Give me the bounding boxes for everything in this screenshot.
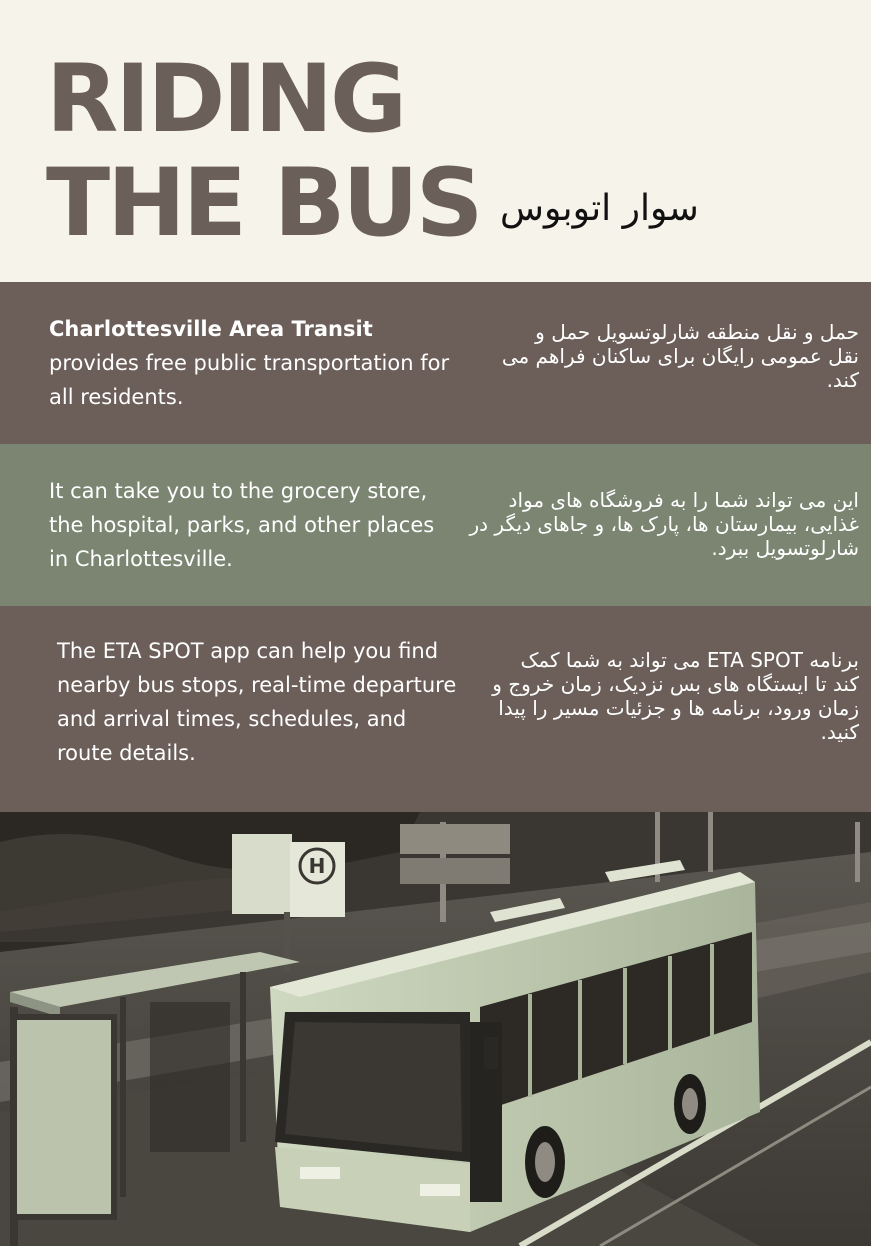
section-transit — [0, 282, 871, 444]
section-app — [0, 606, 871, 812]
header — [0, 0, 871, 282]
agency-name: Charlottesville Area Transit — [49, 317, 373, 341]
section-transit-en-text: provides free public transportation for all residents. — [49, 351, 450, 409]
title-line-2: THE BUS — [46, 149, 481, 258]
section-destinations — [0, 444, 871, 606]
bus-photo-illustration — [0, 812, 871, 1246]
bus-stop-sign-letter: H — [308, 854, 326, 878]
bus-photo — [0, 812, 871, 1246]
section-transit-en — [49, 312, 469, 414]
section-transit-fa: حمل و نقل منطقه شارلوتسویل حمل و نقل عمومی رایگان برای ساکنان فراهم می کند. — [501, 320, 859, 392]
page-title — [46, 45, 481, 258]
section-destinations-en: It can take you to the grocery store, the hospital, parks, and other places in Charlottesville. — [49, 479, 435, 571]
section-app-fa: برنامه ETA SPOT می تواند به شما کمک کند تا ایستگاه های بس نزدیک، زمان خروج و زمان ورود، برنامه ها و جزئیات مسیر را پیدا کنید. — [492, 648, 859, 744]
title-persian: سوار اتوبوس — [500, 188, 699, 229]
section-destinations-fa: این می تواند شما را به فروشگاه های مواد غذایی، بیمارستان ها، پارک ها، و جاهای دیگر در شارلوتسویل ببرد. — [469, 488, 859, 560]
section-app-en: The ETA SPOT app can help you find nearby bus stops, real-time departure and arrival times, schedules, and route details. — [57, 639, 457, 765]
title-line-1: RIDING — [46, 45, 405, 154]
